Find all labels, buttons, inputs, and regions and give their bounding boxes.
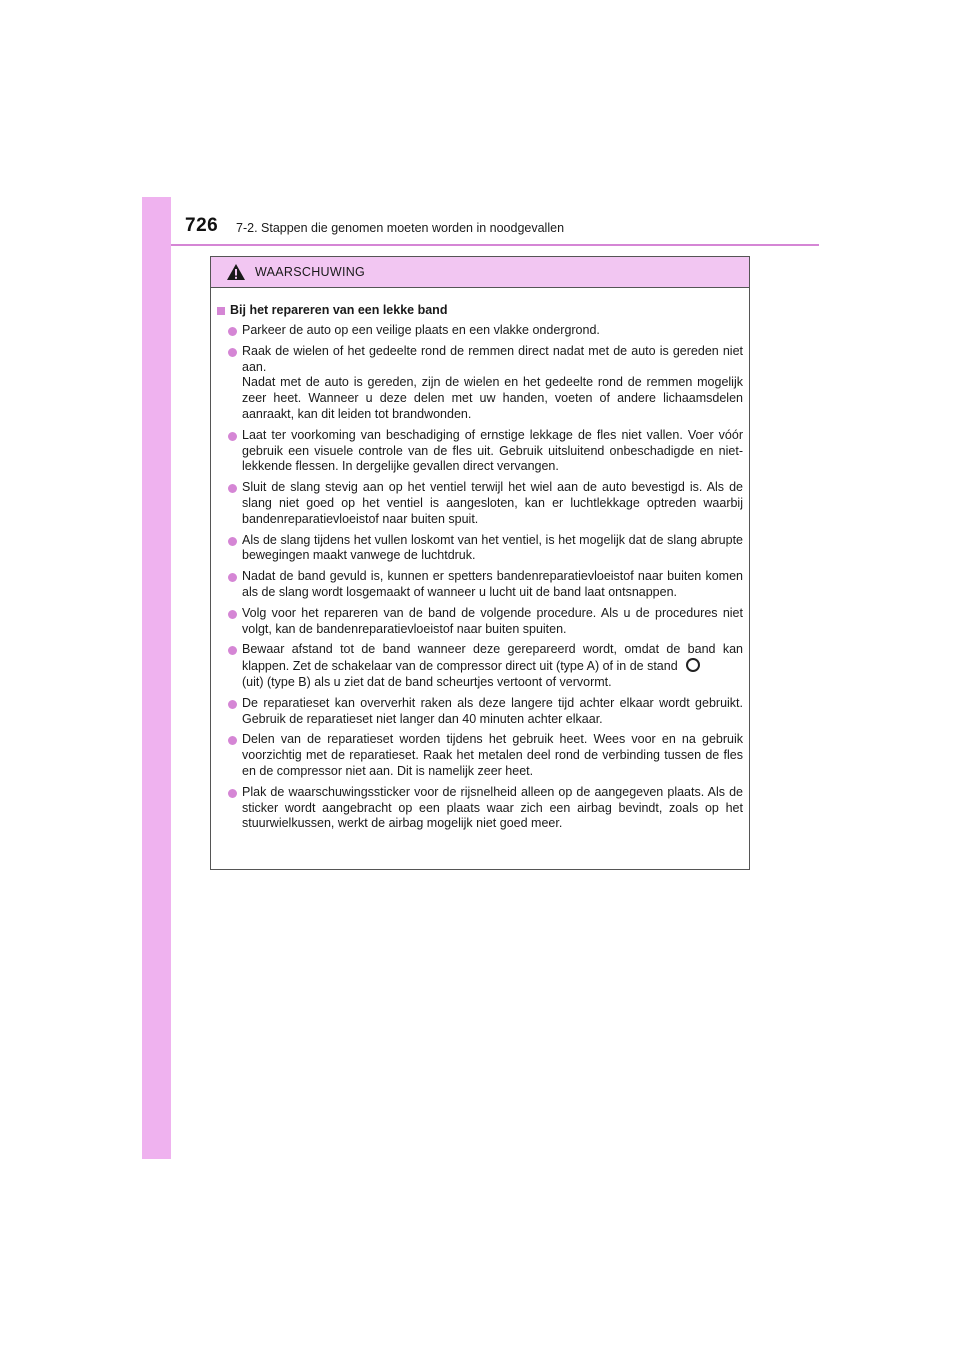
list-item-text-before: Bewaar afstand tot de band wanneer deze gerepareerd wordt, omdat de band kan klappen. Zet de schakelaar van de compressor direct uit (type A) of in de stand	[242, 642, 743, 674]
bullet-dot-icon	[228, 610, 237, 619]
list-item	[217, 428, 743, 475]
list-item	[217, 785, 743, 832]
warning-subheading	[217, 302, 743, 319]
list-item-text: Delen van de reparatieset worden tijdens het gebruik heet. Wees voor en na gebruik voorzichtig met de reparatieset. Raak het metalen deel rond de verbinding tussen de fles en de compressor niet aan. Dit is namelijk zeer heet.	[242, 732, 743, 778]
list-item-text: Als de slang tijdens het vullen loskomt van het ventiel, is het mogelijk dat de slang abrupte bewegingen maakt vanwege de luchtdruk.	[242, 532, 743, 563]
warning-box	[210, 256, 750, 870]
list-item-text: De reparatieset kan oververhit raken als deze langere tijd achter elkaar wordt gebruikt. Gebruik de reparatieset niet langer dan 40 minuten achter elkaar.	[242, 695, 743, 726]
bullet-dot-icon	[228, 537, 237, 546]
off-circle-icon	[686, 658, 700, 672]
warning-list	[217, 323, 743, 832]
list-item-text: Parkeer de auto op een veilige plaats en een vlakke ondergrond.	[242, 323, 600, 337]
list-item	[217, 732, 743, 779]
bullet-dot-icon	[228, 646, 237, 655]
bullet-dot-icon	[228, 432, 237, 441]
page-number: 726	[185, 215, 219, 236]
chapter-tab-bar	[142, 197, 171, 1159]
bullet-dot-icon	[228, 789, 237, 798]
bullet-dot-icon	[228, 573, 237, 582]
warning-triangle-icon	[226, 263, 246, 281]
list-item-text: Volg voor het repareren van de band de volgende procedure. Als u de procedures niet volgt, kan de bandenreparatievloeistof naar buiten spuiten.	[242, 605, 743, 636]
section-title: 7-2. Stappen die genomen moeten worden in noodgevallen	[236, 221, 565, 235]
list-item-text: Sluit de slang stevig aan op het ventiel terwijl het wiel aan de auto bevestigd is. Als de slang niet goed op het ventiel is aangesloten, kan er luchtlekkage optreden waarbij bandenreparatievloeistof naar buiten spuit.	[242, 480, 743, 526]
list-item-text: Plak de waarschuwingssticker voor de rijsnelheid alleen op de aangegeven plaats. Als de sticker wordt aangebracht op een plaats waar zich een airbag bevindt, zoals op het stuurwielkussen, werkt de airbag mogelijk niet goed meer.	[242, 784, 743, 831]
list-item-text-after: (uit) (type B) als u ziet dat de band scheurtjes vertoont of vervormt.	[242, 674, 612, 689]
warning-body	[211, 288, 749, 832]
bullet-dot-icon	[228, 700, 237, 709]
list-item-text: Laat ter voorkoming van beschadiging of ernstige lekkage de fles niet vallen. Voer vóór gebruik een visuele controle van de fles uit. Gebruik uitsluitend onbeschadigde en niet-lekkende flessen. In dergelijke gevallen direct vervangen.	[242, 427, 743, 474]
list-item	[217, 344, 743, 423]
square-bullet-icon	[217, 307, 225, 315]
list-item-text: Raak de wielen of het gedeelte rond de remmen direct nadat met de auto is gereden niet aan. Nadat met de auto is gereden, zijn de wielen en het gedeelte rond de remmen mogelijk zeer heet. Wanneer u deze delen met uw handen, voeten of andere lichaamsdelen aanraakt, kan dit leiden tot brandwonden.	[242, 343, 743, 421]
bullet-dot-icon	[228, 348, 237, 357]
list-item	[217, 323, 743, 339]
list-item	[217, 533, 743, 565]
list-item	[217, 569, 743, 601]
list-item-text	[242, 642, 743, 689]
list-item	[217, 606, 743, 638]
bullet-dot-icon	[228, 484, 237, 493]
list-item-text: Nadat de band gevuld is, kunnen er spetters bandenreparatievloeistof naar buiten komen als de slang wordt losgemaakt of wanneer u lucht uit de band laat ontsnappen.	[242, 569, 743, 599]
list-item	[217, 480, 743, 527]
warning-title: WAARSCHUWING	[255, 265, 366, 279]
bullet-dot-icon	[228, 327, 237, 336]
list-item	[217, 696, 743, 728]
bullet-dot-icon	[228, 736, 237, 745]
warning-header	[211, 257, 749, 288]
header-divider	[171, 244, 819, 246]
list-item	[217, 642, 743, 690]
subheading-text: Bij het repareren van een lekke band	[230, 303, 448, 317]
